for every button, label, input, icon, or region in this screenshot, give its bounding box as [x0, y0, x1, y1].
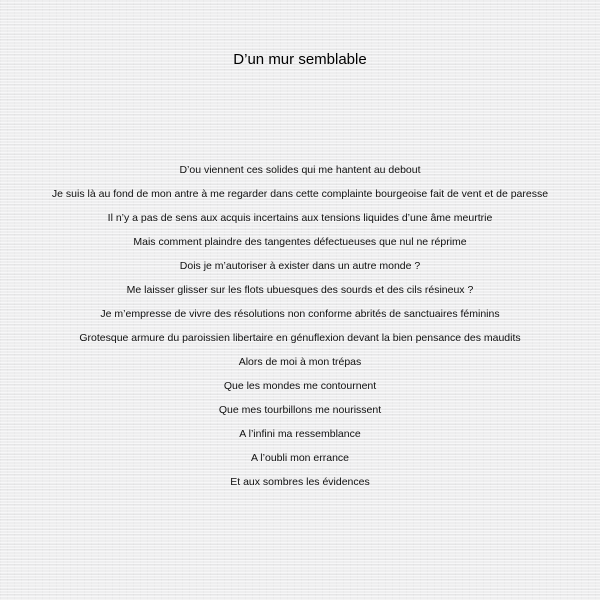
- poem-line: Dois je m’autoriser à exister dans un autre monde ?: [179, 260, 421, 272]
- poem-line: Et aux sombres les évidences: [230, 476, 370, 488]
- poem-line: A l’oubli mon errance: [250, 452, 350, 464]
- poem-line: Grotesque armure du paroissien libertaire en génuflexion devant la bien pensance des maudits: [79, 332, 521, 344]
- poem-line: A l’infini ma ressemblance: [239, 428, 361, 440]
- poem-line: Il n’y a pas de sens aux acquis incertains aux tensions liquides d’une âme meurtrie: [107, 212, 493, 224]
- poem-body: [0, 158, 600, 494]
- poem-line: Que les mondes me contournent: [223, 380, 377, 392]
- poem-line: Je m’empresse de vivre des résolutions non conforme abrités de sanctuaires féminins: [100, 308, 500, 320]
- poem-title: D’un mur semblable: [233, 51, 367, 68]
- poem-line: Alors de moi à mon trépas: [238, 356, 362, 368]
- poem-line: Je suis là au fond de mon antre à me regarder dans cette complainte bourgeoise fait de vent et de paresse: [51, 188, 549, 200]
- poem-line: Que mes tourbillons me nourissent: [218, 404, 382, 416]
- poem-line: D’ou viennent ces solides qui me hantent au debout: [179, 164, 421, 176]
- poem-line: Mais comment plaindre des tangentes défectueuses que nul ne réprime: [133, 236, 467, 248]
- poem-line: Me laisser glisser sur les flots ubuesques des sourds et des cils résineux ?: [126, 284, 474, 296]
